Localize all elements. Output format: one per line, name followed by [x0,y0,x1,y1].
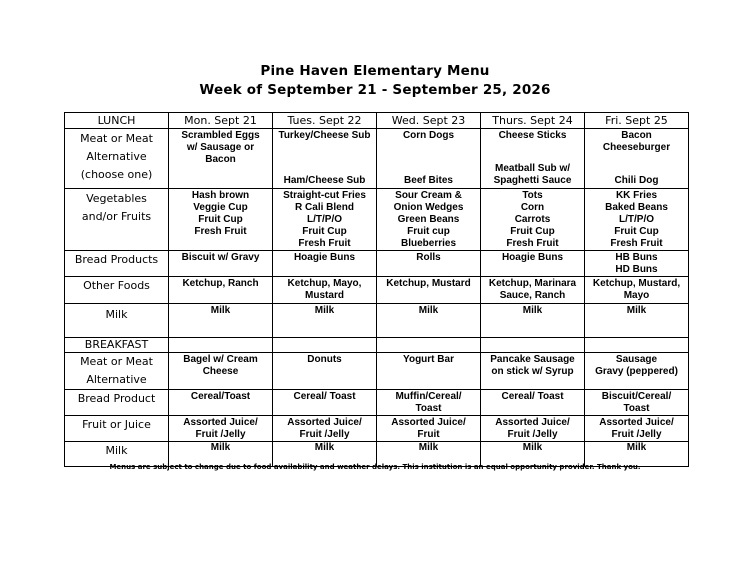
day-header: Mon. Sept 21 [169,113,273,129]
menu-cell: Bagel w/ Cream Cheese [169,353,273,390]
category-label: Bread Products [65,251,169,277]
menu-cell: Milk [273,442,377,467]
meat-main: Cheese Sticks [498,130,567,141]
menu-cell: Yogurt Bar [377,353,481,390]
meat-main: Corn Dogs [402,130,455,141]
menu-cell: Ketchup, Marinara Sauce, Ranch [481,277,585,304]
page-title: Pine Haven Elementary Menu [260,63,490,79]
lunch-other-row [65,277,689,304]
breakfast-heading: BREAKFAST [65,338,169,353]
menu-cell: Milk [481,442,585,467]
menu-table [64,112,689,467]
menu-cell: Sausage Gravy (peppered) [585,353,689,390]
lunch-meat-row [65,129,689,189]
menu-cell: Cereal/ Toast [273,390,377,416]
breakfast-fruit-row [65,416,689,442]
menu-cell: Milk [585,442,689,467]
category-label: Bread Product [65,390,169,416]
category-label: Milk [65,442,169,467]
menu-cell: Milk [481,304,585,338]
menu-cell: Milk [273,304,377,338]
menu-cell: Hoagie Buns [273,251,377,277]
menu-cell: Assorted Juice/ Fruit /Jelly [169,416,273,442]
menu-cell: Scrambled Eggs w/ Sausage or Bacon [169,129,273,189]
menu-cell: Hoagie Buns [481,251,585,277]
menu-cell: Straight-cut Fries R Cali Blend L/T/P/O Fruit Cup Fresh Fruit [273,189,377,251]
menu-cell: Sour Cream & Onion Wedges Green Beans Fruit cup Blueberries [377,189,481,251]
menu-cell: Assorted Juice/ Fruit /Jelly [585,416,689,442]
menu-cell: Cheese Sticks Meatball Sub w/ Spaghetti Sauce [481,129,585,189]
menu-cell: Cereal/ Toast [481,390,585,416]
menu-cell: Assorted Juice/ Fruit [377,416,481,442]
menu-cell: Milk [585,304,689,338]
category-label: Meat or Meat Alternative [65,353,169,390]
menu-cell: Rolls [377,251,481,277]
menu-cell: Bacon Cheeseburger Chili Dog [585,129,689,189]
category-label: Milk [65,304,169,338]
header-row [65,113,689,129]
menu-cell: Cereal/Toast [169,390,273,416]
menu-cell: Milk [169,442,273,467]
menu-cell: Assorted Juice/ Fruit /Jelly [273,416,377,442]
meat-alt: Beef Bites [404,175,453,186]
menu-cell: Ketchup, Mustard [377,277,481,304]
meat-alt: Ham/Cheese Sub [283,175,366,186]
meat-alt: Chili Dog [614,175,659,186]
menu-cell: Ketchup, Mayo, Mustard [273,277,377,304]
footer-note: Menus are subject to change due to food availability and weather delays. This institution is an equal opportunity provider. Thank you. [109,463,641,471]
day-header: Fri. Sept 25 [585,113,689,129]
day-header: Tues. Sept 22 [273,113,377,129]
breakfast-heading-row [65,338,689,353]
menu-cell: Ketchup, Ranch [169,277,273,304]
category-label: Meat or Meat Alternative (choose one) [65,129,169,189]
menu-cell [273,129,377,189]
menu-cell: Pancake Sausage on stick w/ Syrup [481,353,585,390]
menu-cell: Muffin/Cereal/ Toast [377,390,481,416]
breakfast-bread-row [65,390,689,416]
meat-main: Turkey/Cheese Sub [278,130,371,141]
day-header: Wed. Sept 23 [377,113,481,129]
lunch-milk-row [65,304,689,338]
menu-cell: Milk [377,304,481,338]
lunch-heading: LUNCH [65,113,169,129]
menu-cell: Biscuit/Cereal/ Toast [585,390,689,416]
menu-cell: Biscuit w/ Gravy [169,251,273,277]
lunch-veg-row [65,189,689,251]
page-subtitle: Week of September 21 - September 25, 2026 [199,82,551,98]
category-label: Vegetables and/or Fruits [65,189,169,251]
menu-cell [377,129,481,189]
menu-cell: Hash brown Veggie Cup Fruit Cup Fresh Fruit [169,189,273,251]
category-label: Other Foods [65,277,169,304]
menu-cell: Tots Corn Carrots Fruit Cup Fresh Fruit [481,189,585,251]
menu-cell: KK Fries Baked Beans L/T/P/O Fruit Cup Fresh Fruit [585,189,689,251]
page-header [0,62,750,100]
menu-cell: Ketchup, Mustard, Mayo [585,277,689,304]
menu-cell: Donuts [273,353,377,390]
lunch-bread-row [65,251,689,277]
menu-cell: HB Buns HD Buns [585,251,689,277]
menu-cell: Assorted Juice/ Fruit /Jelly [481,416,585,442]
category-label: Fruit or Juice [65,416,169,442]
menu-cell: Milk [169,304,273,338]
menu-cell: Milk [377,442,481,467]
breakfast-meat-row [65,353,689,390]
day-header: Thurs. Sept 24 [481,113,585,129]
